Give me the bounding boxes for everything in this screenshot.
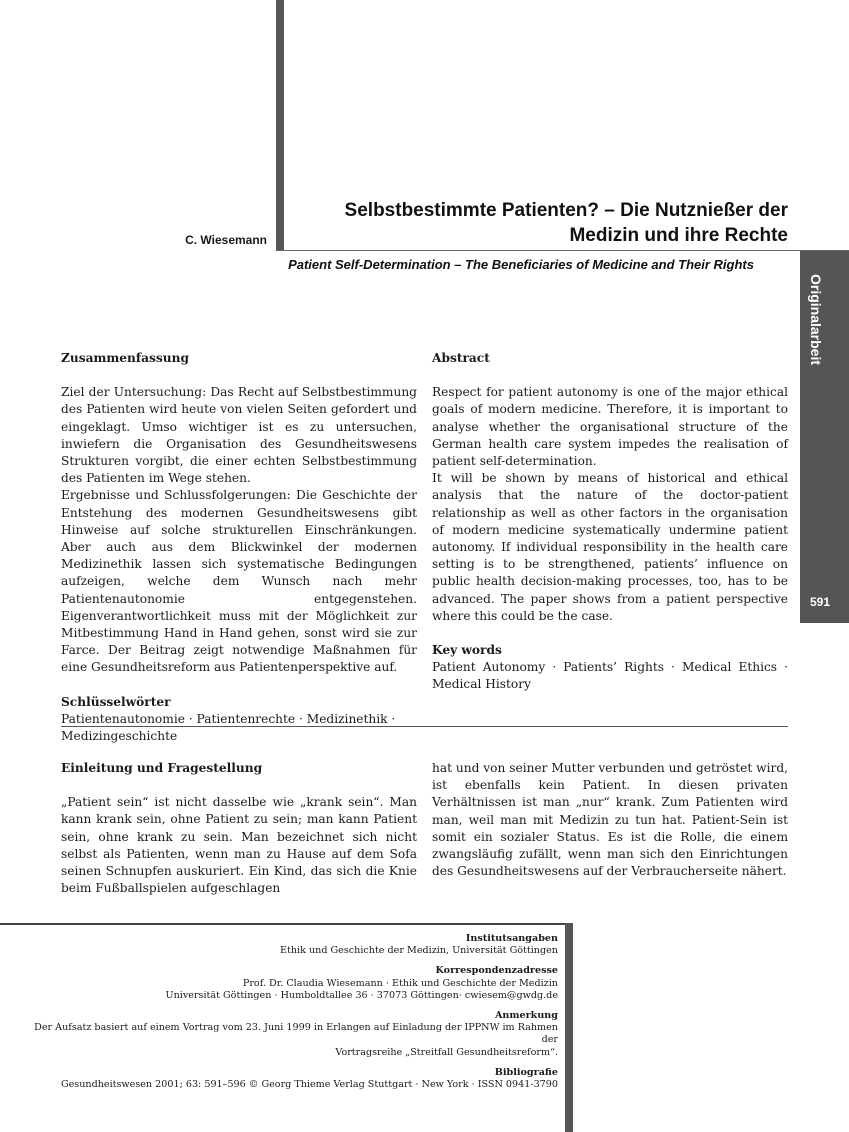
intro-right-text: hat und von seiner Mutter verbunden und getröstet wird, ist ebenfalls kein Patient. In diesen privaten Verhältnissen ist man „nur“ krank. Zum Patienten wird man, weil man mit Medizin zu tun hat. Patient-Sein ist somit ein sozialer Status. Es ist die Rolle, die einem zwangsläufig zufällt, wenn man sich den Einrichtungen des Gesundheitswesens auf der Verbraucherseite nähert. bbox=[432, 761, 788, 879]
abstract-de-paragraph: Ergebnisse und Schlussfolgerungen: Die Geschichte der Entstehung des modernen Gesundheitswesens gibt Hinweise auf solche strukturellen Einschränkungen. Aber auch aus dem Blickwinkel der modernen Medizinethik lassen sich systematische Bedingungen aufzeigen, welche dem Wunsch nach mehr Patientenautonomie entgegenstehen. Eigenverantwortlichkeit muss mit der Möglichkeit zur Mitbestimmung Hand in Hand gehen, sonst wird sie zur Farce. Der Beitrag zeigt notwendige Maßnahmen für eine Gesundheitsreform aus Patientenperspektive auf. bbox=[61, 488, 417, 675]
institution-heading: Institutsangaben bbox=[465, 933, 558, 944]
abstract-de-heading: Zusammenfassung bbox=[61, 351, 190, 365]
header-rule bbox=[276, 250, 849, 251]
intro-heading: Einleitung und Fragestellung bbox=[61, 761, 263, 775]
article-type-label: Originalarbeit bbox=[808, 274, 824, 366]
bibliography-heading: Bibliografie bbox=[494, 1066, 558, 1078]
keywords-en-heading: Key words bbox=[432, 643, 502, 658]
title-de-line-2: Medizin und ihre Rechte bbox=[569, 225, 788, 246]
article-title-en: Patient Self-Determination – The Beneficiaries of Medicine and Their Rights bbox=[288, 257, 754, 272]
abstract-german bbox=[61, 350, 417, 745]
keywords-de-heading: Schlüsselwörter bbox=[61, 694, 171, 709]
article-title-de bbox=[292, 198, 788, 248]
intro-left-text: „Patient sein“ ist nicht dasselbe wie „krank sein“. Man kann krank sein, ohne Patient zu sein; man kann Patient sein, ohne krank zu sein. Man bezeichnet sich nicht selbst als Patienten, wenn man zu Hause auf dem Sofa seinen Schnupfen auskuriert. Ein Kind, das sich die Knie beim Fußballspielen aufgeschlagen bbox=[61, 795, 417, 896]
correspondence-line: Universität Göttingen · Humboldtallee 36 · 37073 Göttingen· cwiesem@gwdg.de bbox=[165, 989, 558, 1001]
header-vertical-bar bbox=[276, 0, 284, 251]
note-line: Der Aufsatz basiert auf einem Vortrag vom 23. Juni 1999 in Erlangen auf Einladung der IPPNW im Rahmen der bbox=[34, 1022, 558, 1046]
abstract-de-paragraph: Ziel der Untersuchung: Das Recht auf Selbstbestimmung des Patienten wird heute von vielen Seiten gefordert und eingeklagt. Umso wichtiger ist es zu untersuchen, inwiefern die Organisation des Gesundheitswesens Strukturen vorgibt, die einer echten Selbstbestimmung des Patienten im Wege stehen. bbox=[61, 385, 417, 486]
info-box-side-bar bbox=[565, 923, 573, 1132]
article-info-box bbox=[20, 933, 558, 1091]
abstract-en-paragraph: It will be shown by means of historical and ethical analysis that the nature of the doctor-patient relationship as well as other factors in the organisation of modern medicine systematically undermine patient autonomy. If individual responsibility in the health care setting is to be strengthened, patients’ influence on public health decision-making processes, too, has to be advanced. The paper shows from a patient perspective where this could be the case. bbox=[432, 471, 788, 623]
institution-text: Ethik und Geschichte der Medizin, Universität Göttingen bbox=[280, 945, 558, 957]
intro-left-column bbox=[61, 760, 417, 897]
keywords-en: Patient Autonomy · Patients’ Rights · Medical Ethics · Medical History bbox=[432, 660, 788, 692]
note-line: Vortragsreihe „Streitfall Gesundheitsreform“. bbox=[335, 1046, 558, 1058]
info-box-rule bbox=[0, 923, 572, 925]
abstract-en-heading: Abstract bbox=[432, 351, 490, 365]
intro-right-column bbox=[432, 760, 788, 880]
correspondence-heading: Korrespondenzadresse bbox=[435, 965, 558, 977]
correspondence-line: Prof. Dr. Claudia Wiesemann · Ethik und Geschichte der Medizin bbox=[242, 977, 558, 989]
title-de-line-1: Selbstbestimmte Patienten? – Die Nutznießer der bbox=[344, 200, 788, 221]
author-name: C. Wiesemann bbox=[185, 233, 267, 247]
abstract-en-paragraph: Respect for patient autonomy is one of the major ethical goals of modern medicine. Therefore, it is important to analyse whether the organisational structure of the German health care system impedes the realisation of patient self-determination. bbox=[432, 385, 788, 469]
abstract-english bbox=[432, 350, 788, 694]
page-number: 591 bbox=[809, 595, 831, 609]
bibliography-text: Gesundheitswesen 2001; 63: 591–596 © Georg Thieme Verlag Stuttgart · New York · ISSN 0941-3790 bbox=[60, 1079, 558, 1091]
note-heading: Anmerkung bbox=[494, 1010, 558, 1022]
section-divider bbox=[61, 726, 788, 727]
keywords-de: Patientenautonomie · Patientenrechte · Medizinethik · Medizingeschichte bbox=[61, 711, 396, 744]
